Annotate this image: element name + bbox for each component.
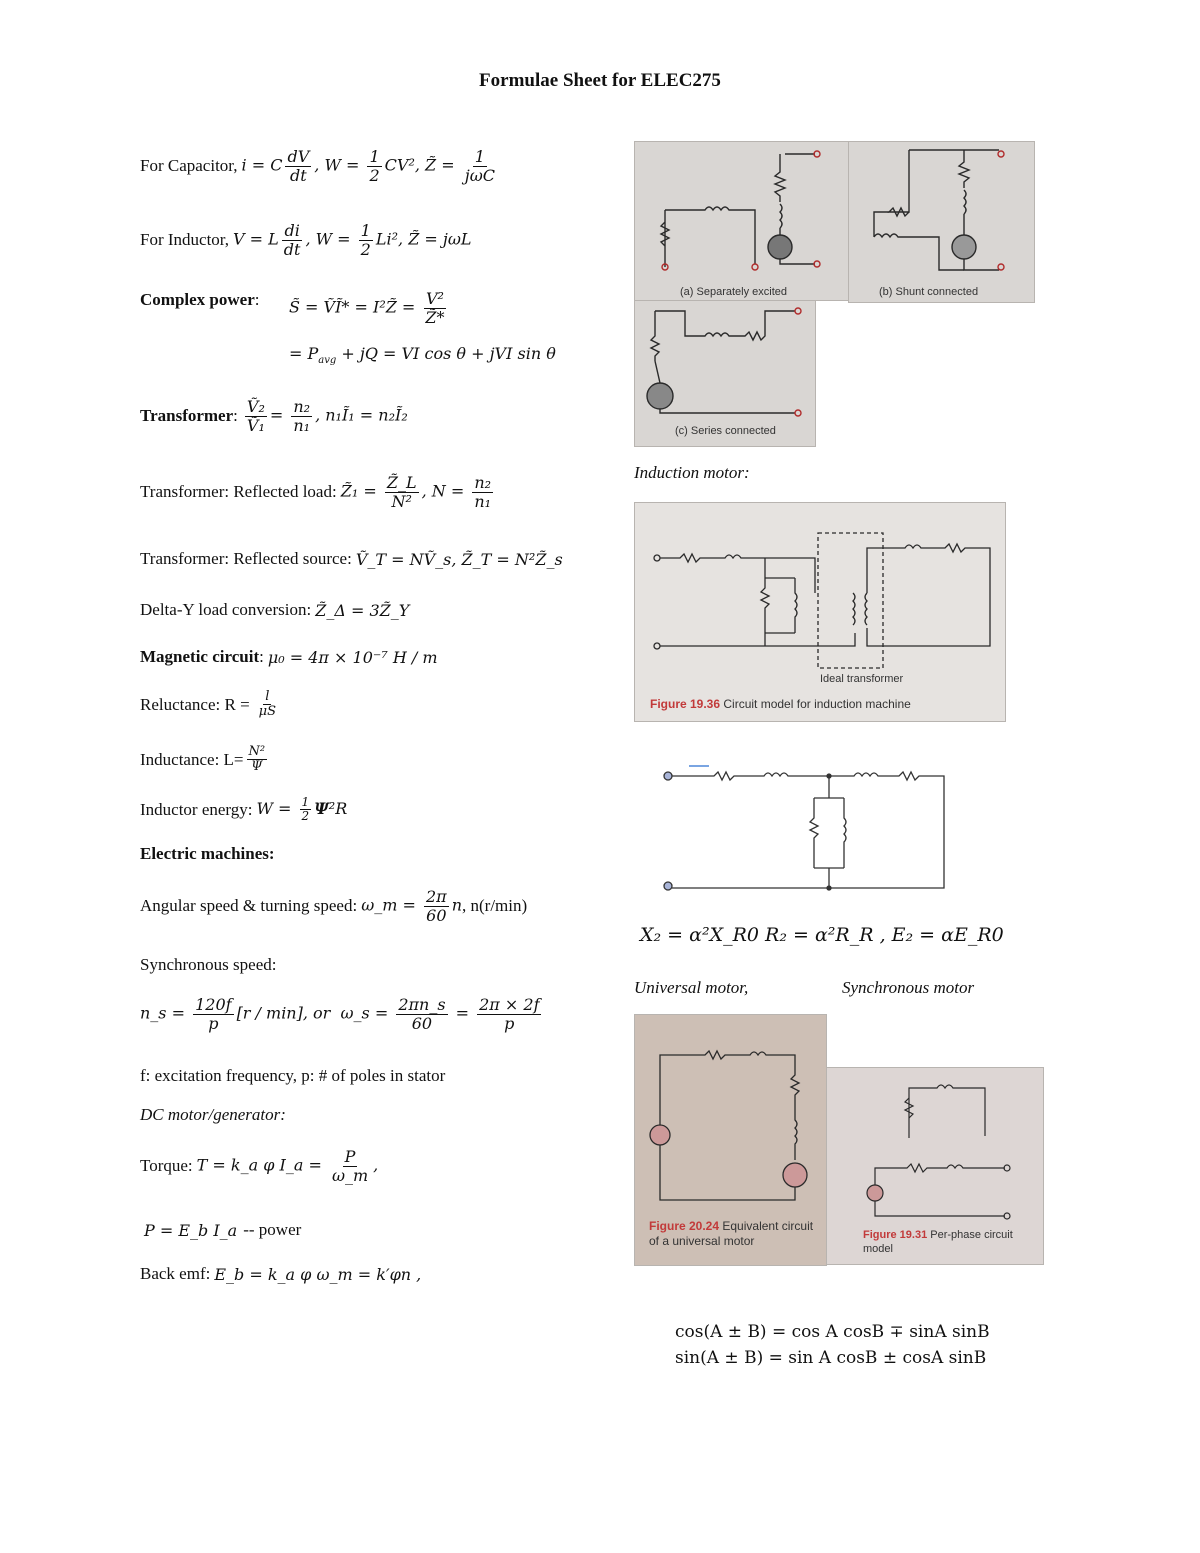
torque-equation: T = k_a φ I_a = $\frac{P}{\omega\_m}$ , (196, 1147, 379, 1185)
reflected-load-label: Transformer: Reflected load: (140, 482, 337, 502)
figure-19-36-text: Circuit model for induction machine (723, 697, 911, 711)
back-emf-formula (140, 1264, 421, 1284)
back-emf-label: Back emf: (140, 1264, 211, 1283)
induction-motor-label: Induction motor: (634, 463, 750, 482)
complex-power-label: Complex power (140, 290, 255, 309)
shunt-connected-circuit-image (848, 141, 1035, 303)
capacitor-equation: i = C $\frac{dV}{dt}$ , W = $\frac{1}{2}$ CV², Z̃ = $\frac{1}{\text{jωC}}$ (241, 147, 495, 185)
universal-motor-circuit-photo (634, 1014, 827, 1266)
power-suffix: -- power (243, 1220, 302, 1239)
figure-19-31-text: Per-phase circuit model (863, 1229, 1013, 1255)
dc-motor-label: DC motor/generator (140, 1105, 281, 1124)
sync-speed-equation: n_s = $\frac{120f}{p}$ [r / min], or ω_s = $\frac{2\pi n\_s}{60}$ = $\frac{2\pi \times 2f}{p}$ (140, 995, 540, 1033)
series-connected-circuit-image (634, 300, 816, 447)
complex-power-equation-1: S̃ = ṼĨ* = I²Z̃ = $\frac{\text{V²}}{Z̃*}$ (289, 289, 445, 327)
caption-series-connected: (c) Series connected (675, 425, 776, 437)
torque-formula (140, 1148, 378, 1184)
figure-20-24-number: Figure 20.24 (649, 1219, 720, 1233)
magnetic-label: Magnetic circuit (140, 647, 260, 666)
figure-20-24-caption (649, 1219, 819, 1249)
electric-machines-heading: Electric machines: (140, 844, 275, 863)
figure-19-36-number: Figure 19.36 (650, 697, 721, 711)
angular-speed-formula (140, 888, 527, 924)
delta-y-label: Delta-Y load conversion: (140, 600, 312, 619)
inductor-equation: V = L $\frac{di}{dt}$ , W = $\frac{1}{2}$ Li², Z̃ = jωL (233, 221, 472, 259)
figure-19-31-caption (863, 1228, 1033, 1256)
page-title: Formulae Sheet for ELEC275 (479, 70, 721, 91)
dc-motor-heading: DC motor/generator : (140, 1105, 286, 1124)
inductor-formula (140, 222, 472, 258)
angular-speed-equation: ω_m = $\frac{2\pi}{60}$ n (361, 887, 462, 925)
transformer-formula: Transformer : $\frac{\text{Ṽ₂}}{\text{Ṽ₁}}$ = $\frac{\text{n₂}}{\text{n₁}}$ , n₁Ĩ₁ = n₂Ĩ₂ (140, 397, 408, 435)
capacitor-label: For Capacitor, (140, 156, 238, 176)
caption-shunt-connected: (b) Shunt connected (879, 286, 979, 298)
figure-19-36-caption (650, 697, 911, 711)
inductance-label: Inductance: L= (140, 749, 244, 769)
universal-motor-label: Universal motor, (634, 978, 749, 997)
reluctance-label: Reluctance: R = (140, 694, 250, 714)
reflected-load-equation: Z̃₁ = $\frac{Z̃\_L}{\text{N²}}$ , N = $\frac{\text{n₂}}{\text{n₁}}$ (340, 473, 492, 511)
inductance-equation: $\frac{\text{N²}}{\Psi}$ (248, 744, 266, 775)
sync-speed-formula (140, 996, 544, 1032)
induction-circuit-photo (634, 502, 1006, 722)
excitation-note: f: excitation frequency, p: # of poles in stator (140, 1066, 446, 1085)
sin-identity: sin(A ± B) = sin A cosB ± cosA sinB (675, 1348, 987, 1368)
magnetic-equation: μ₀ = 4π × 10⁻⁷ H / m (267, 647, 438, 667)
sync-speed-heading: Synchronous speed: (140, 955, 277, 974)
inductor-label: For Inductor, (140, 230, 230, 250)
reflected-source-equation: Ṽ_T = NṼ_s, Z̃_T = N²Z̃_s (355, 549, 563, 569)
delta-y-formula (140, 600, 409, 620)
reflected-source-label: Transformer: Reflected source: (140, 549, 352, 568)
inductor-energy-equation: W = $\frac{1}{2}$ Ψ²R (256, 795, 348, 824)
transformer-equation: $\frac{\text{Ṽ₂}}{\text{Ṽ₁}}$ = $\frac{\text{n₂}}{\text{n₁}}$ , n₁Ĩ₁ = n₂Ĩ₂ (246, 397, 408, 435)
synchronous-motor-label: Synchronous motor (842, 978, 975, 997)
back-emf-equation: E_b = k_a φ ω_m = k′φn , (214, 1264, 422, 1284)
angular-speed-label: Angular speed & turning speed: (140, 896, 358, 916)
induction-equivalent-circuit (654, 740, 954, 895)
reflected-source-formula (140, 549, 563, 569)
figure-20-24-text: Equivalent circuit of a universal motor (649, 1219, 814, 1248)
inductance-formula (140, 745, 270, 775)
separately-excited-circuit-image (634, 141, 849, 301)
cos-identity: cos(A ± B) = cos A cosB ∓ sinA sinB (675, 1322, 990, 1342)
synchronous-motor-circuit-photo (826, 1067, 1044, 1265)
ideal-transformer-label: Ideal transformer (820, 673, 904, 685)
inductor-energy-formula (140, 796, 347, 823)
capacitor-formula (140, 148, 500, 184)
delta-y-equation: Z̃_Δ = 3Z̃_Y (315, 600, 410, 620)
power-formula (140, 1220, 301, 1240)
complex-power-formula: Complex power : (140, 290, 260, 309)
induction-relations: X₂ = α²X_R0 R₂ = α²R_R , E₂ = αE_R0 (640, 924, 1004, 946)
figure-19-31-number: Figure 19.31 (863, 1229, 928, 1241)
reluctance-formula (140, 690, 281, 720)
caption-separately-excited: (a) Separately excited (680, 286, 787, 298)
reflected-load-formula (140, 474, 496, 510)
angular-speed-unit: , n(r/min) (462, 896, 528, 916)
inductor-energy-label: Inductor energy: (140, 799, 253, 819)
complex-power-equation-2: = $P_{avg}$ + jQ = VI cos θ + jVI sin θ (289, 344, 556, 367)
transformer-label: Transformer (140, 406, 234, 426)
magnetic-circuit-formula: Magnetic circuit : μ₀ = 4π × 10⁻⁷ H / m (140, 647, 438, 667)
torque-label: Torque: (140, 1156, 193, 1176)
power-equation: P = E_b I_a (144, 1220, 238, 1240)
reluctance-equation: $\frac{l}{\mu S}$ (258, 689, 277, 720)
